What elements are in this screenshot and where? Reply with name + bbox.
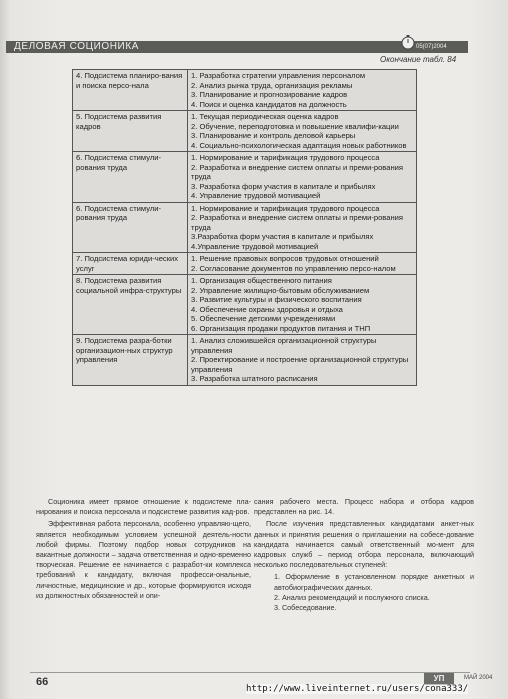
subsystem-cell: 4. Подсистема планиро-вания и поиска персо-нала — [73, 70, 188, 111]
functions-cell — [188, 111, 417, 152]
function-item: 1. Нормирование и тарификация трудового процесса — [191, 153, 380, 162]
function-item: 1. Текущая периодическая оценка кадров — [191, 112, 339, 121]
functions-cell — [188, 335, 417, 386]
function-item: 4.Управление трудовой мотивацией — [191, 241, 319, 251]
function-item: 2. Согласование документов по управлению персо-налом — [191, 263, 396, 273]
function-item: 6. Организация продажи продуктов питания и ТНП — [191, 323, 371, 333]
function-item: 2. Разработка и внедрение систем оплаты и преми-рования труда — [191, 162, 404, 181]
function-item: 4. Управление трудовой мотивацией — [191, 191, 321, 200]
table-row — [73, 152, 417, 203]
function-item: 4. Поиск и оценка кандидатов на должность — [191, 99, 347, 109]
subsystem-cell: 6. Подсистема стимули-рования труда — [73, 152, 188, 203]
table-row — [73, 70, 417, 111]
subsystem-cell: 9. Подсистема разра-ботки организацион-ных структур управления — [73, 335, 188, 386]
functions-cell — [188, 152, 417, 203]
magazine-logo: УП — [424, 673, 454, 685]
table-body — [73, 70, 417, 386]
table-row — [73, 253, 417, 275]
function-item: 1. Разработка стратегии управления персоналом — [191, 71, 366, 80]
function-item: 1. Решение правовых вопросов трудовых отношений — [191, 254, 379, 263]
function-item: 2. Проектирование и построение организационной структуры управления — [191, 355, 409, 374]
table-caption: Окончание табл. 84 — [380, 55, 457, 64]
function-item: 3. Планирование и контроль деловой карьеры — [191, 131, 356, 140]
function-item: 4. Обеспечение охраны здоровья и отдыха — [191, 304, 343, 314]
list-item: 2. Анализ рекомендаций и послужного списка. — [274, 592, 430, 602]
footer-rule — [30, 672, 470, 673]
functions-cell — [188, 202, 417, 253]
footer-date: МАЙ 2004 — [464, 675, 493, 681]
subsystems-table — [72, 69, 417, 386]
body-paragraph: сания рабочего места. Процесс набора и отбора кадров представлен на рис. 14. — [254, 497, 474, 517]
function-item: 3. Планирование и прогнозирование кадров — [191, 90, 348, 99]
functions-cell — [188, 275, 417, 335]
body-paragraph: После изучения представленных кандидатами анкет-ных данных и принятия решения о приглашении на собесе-дование кандидата начинается самый ответственный мо-мент для кадровых служб – период отбора персонала, включающий несколько последовательных ступеней: — [254, 519, 474, 570]
watermark-url: http://www.liveinternet.ru/users/cona333/ — [246, 684, 469, 694]
subsystem-cell: 8. Подсистема развития социальной инфра-структуры — [73, 275, 188, 335]
function-item: 3. Разработка форм участия в капитале и прибылях — [191, 181, 376, 191]
issue-number: 05(07)2004 — [416, 44, 447, 50]
table-row — [73, 111, 417, 152]
table-row — [73, 335, 417, 386]
functions-cell — [188, 70, 417, 111]
function-item: 3.Разработка форм участия в капитале и прибылях — [191, 232, 374, 241]
list-item: 3. Собеседование. — [274, 603, 337, 613]
function-item: 5. Обеспечение детскими учреждениями — [191, 314, 336, 323]
page-number: 66 — [36, 676, 49, 688]
function-item: 2. Разработка и внедрение систем оплаты и преми-рования труда — [191, 213, 404, 232]
function-item: 2. Анализ рынка труда, организация рекламы — [191, 80, 353, 90]
function-item: 2. Обучение, переподготовка и повышение квалифи-кации — [191, 121, 399, 131]
function-item: 4. Социально-психологическая адаптация новых работников — [191, 140, 407, 150]
function-item: 1. Организация общественного питания — [191, 276, 332, 285]
subsystem-cell: 5. Подсистема развития кадров — [73, 111, 188, 152]
list-item: 1. Оформление в установленном порядке анкетных и автобиографических данных. — [274, 572, 474, 592]
section-title: ДЕЛОВАЯ СОЦИОНИКА — [14, 41, 140, 52]
body-right-column — [254, 497, 474, 613]
body-paragraph: Эффективная работа персонала, особенно управляю-щего, является необходимым условием успешной деятель-ности любой фирмы. Поэтому подбор новых сотрудников на вакантные должности – задача ответственная и одно-временно творческая. Решение ее начинается с разработ-ки комплекса требований к кандидату, включая професси-ональные, личностные, медицинские и др., которые формируются исходя из должностных обязанностей и опи- — [36, 519, 251, 600]
table-row — [73, 202, 417, 253]
subsystem-cell: 7. Подсистема юриди-ческих услуг — [73, 253, 188, 275]
function-item: 1. Анализ сложившейся организационной структуры управления — [191, 336, 377, 355]
function-item: 1. Нормирование и тарификация трудового процесса — [191, 203, 380, 213]
function-item: 3. Разработка штатного расписания — [191, 374, 318, 383]
subsystem-cell: 6. Подсистема стимули-рования труда — [73, 202, 188, 253]
body-paragraph: Соционика имеет прямое отношение к подсистеме пла-нирования и поиска персонала и подсистеме развития кад-ров. — [36, 497, 251, 517]
functions-cell — [188, 253, 417, 275]
function-item: 2. Управление жилищно-бытовым обслуживанием — [191, 285, 370, 295]
function-item: 3. Развитие культуры и физического воспитания — [191, 295, 362, 304]
body-left-column — [36, 497, 251, 603]
table-row — [73, 275, 417, 335]
